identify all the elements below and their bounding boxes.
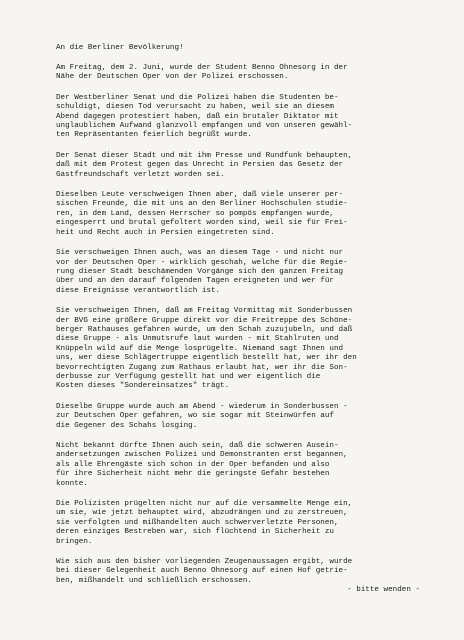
salutation: An die Berliner Bevölkerung! [56,44,184,52]
paragraph-4: Dieselben Leute verschweigen Ihnen aber, daß viele unserer per- sischen Freunde, die mit uns an den Berliner Hochschulen studie- ren, in dem Land, dessen Herrscher so pompös empfangen wurde, eingesperrt und brutal gefoltert worden sind, weil sie für Frei- heit und Recht auch in Persien eingetreten sind. [56,191,348,237]
paragraph-3: Der Senat dieser Stadt und mit ihm Presse und Rundfunk behaupten, daß mit dem Protest gegen das Unrecht in Persien das Gesetz der Gastfreundschaft verletzt worden sei. [56,151,353,179]
paragraph-1: Am Freitag, dem 2. Juni, wurde der Student Benno Ohnesorg in der Nähe der Deutschen Oper von der Polizei erschossen. [56,64,348,82]
paragraph-2: Der Westberliner Senat und die Polizei haben die Studenten be- schuldigt, diesen Tod verursacht zu haben, weil sie an diesem Abend dagegen protestiert haben, daß ein brutaler Diktator mit unglaublichem Aufwand glanzvoll empfangen und von unseren gewähl- ten Repräsentanten feierlich begrüßt wurde. [56,93,353,140]
paragraph-9: Die Polizisten prügelten nicht nur auf die versammelte Menge ein, um sie, wie jetzt behauptet wird, abzudrängen und zu zerstreuen, sie verfolgten und mißhandelten auch schwerverletzte Personen, deren einziges Bestreben war, sich flüchtend in Sicherheit zu bringen. [56,500,353,546]
paragraph-7: Dieselbe Gruppe wurde auch am Abend - wiederum in Sonderbussen - zur Deutschen Oper gefahren, wo sie sogar mit Steinwürfen auf die Gegener des Schahs losging. [56,402,348,430]
paragraph-6: Sie verschweigen Ihnen, daß am Freitag Vormittag mit Sonderbussen der BVG eine größere Gruppe direkt vor die Freitreppe des Schöne- berger Rathauses gefahren wurde, um den Schah zuzujubeln, und daß diese Gruppe - als Unmutsrufe laut wurden - mit Stahlruten und Knüppeln wild auf die Menge losprügelte. Niemand sagt Ihnen und uns, wer diese Schlägertruppe eigentlich bestellt hat, wer ihr den bevorrechtigten Zugang zum Rathaus erlaubt hat, wer ihr die Son- derbusse zur Verfügung gestellt hat und wer eigentlich die Kosten dieses "Sondereinsatzes" trägt. [56,307,357,391]
paragraph-5: Sie verschweigen Ihnen auch, was an diesem Tage - und nicht nur vor der Deutschen Oper - wirklich geschah, welche für die Regie- rung dieser Stadt beschämenden Vorgänge sich den ganzen Freitag über und an den darauf folgenden Tagen ereigneten und wer für diese Ereignisse verantwortlich ist. [56,249,348,295]
page-footer-turn-over: - bitte wenden - [347,586,420,594]
paragraph-10: Wie sich aus den bisher vorliegenden Zeugenaussagen ergibt, wurde bei dieser Gelegenheit auch Benno Ohnesorg auf einen Hof getrie- ben, mißhandelt und schließlich erschossen. [56,558,353,585]
paragraph-8: Nicht bekannt dürfte Ihnen auch sein, daß die schweren Ausein- andersetzungen zwischen Polizei und Demonstranten erst begannen, als alle Ehrengäste sich schon in der Oper befanden und also für ihre Sicherheit nicht mehr die geringste Gefahr bestehen konnte. [56,442,348,488]
